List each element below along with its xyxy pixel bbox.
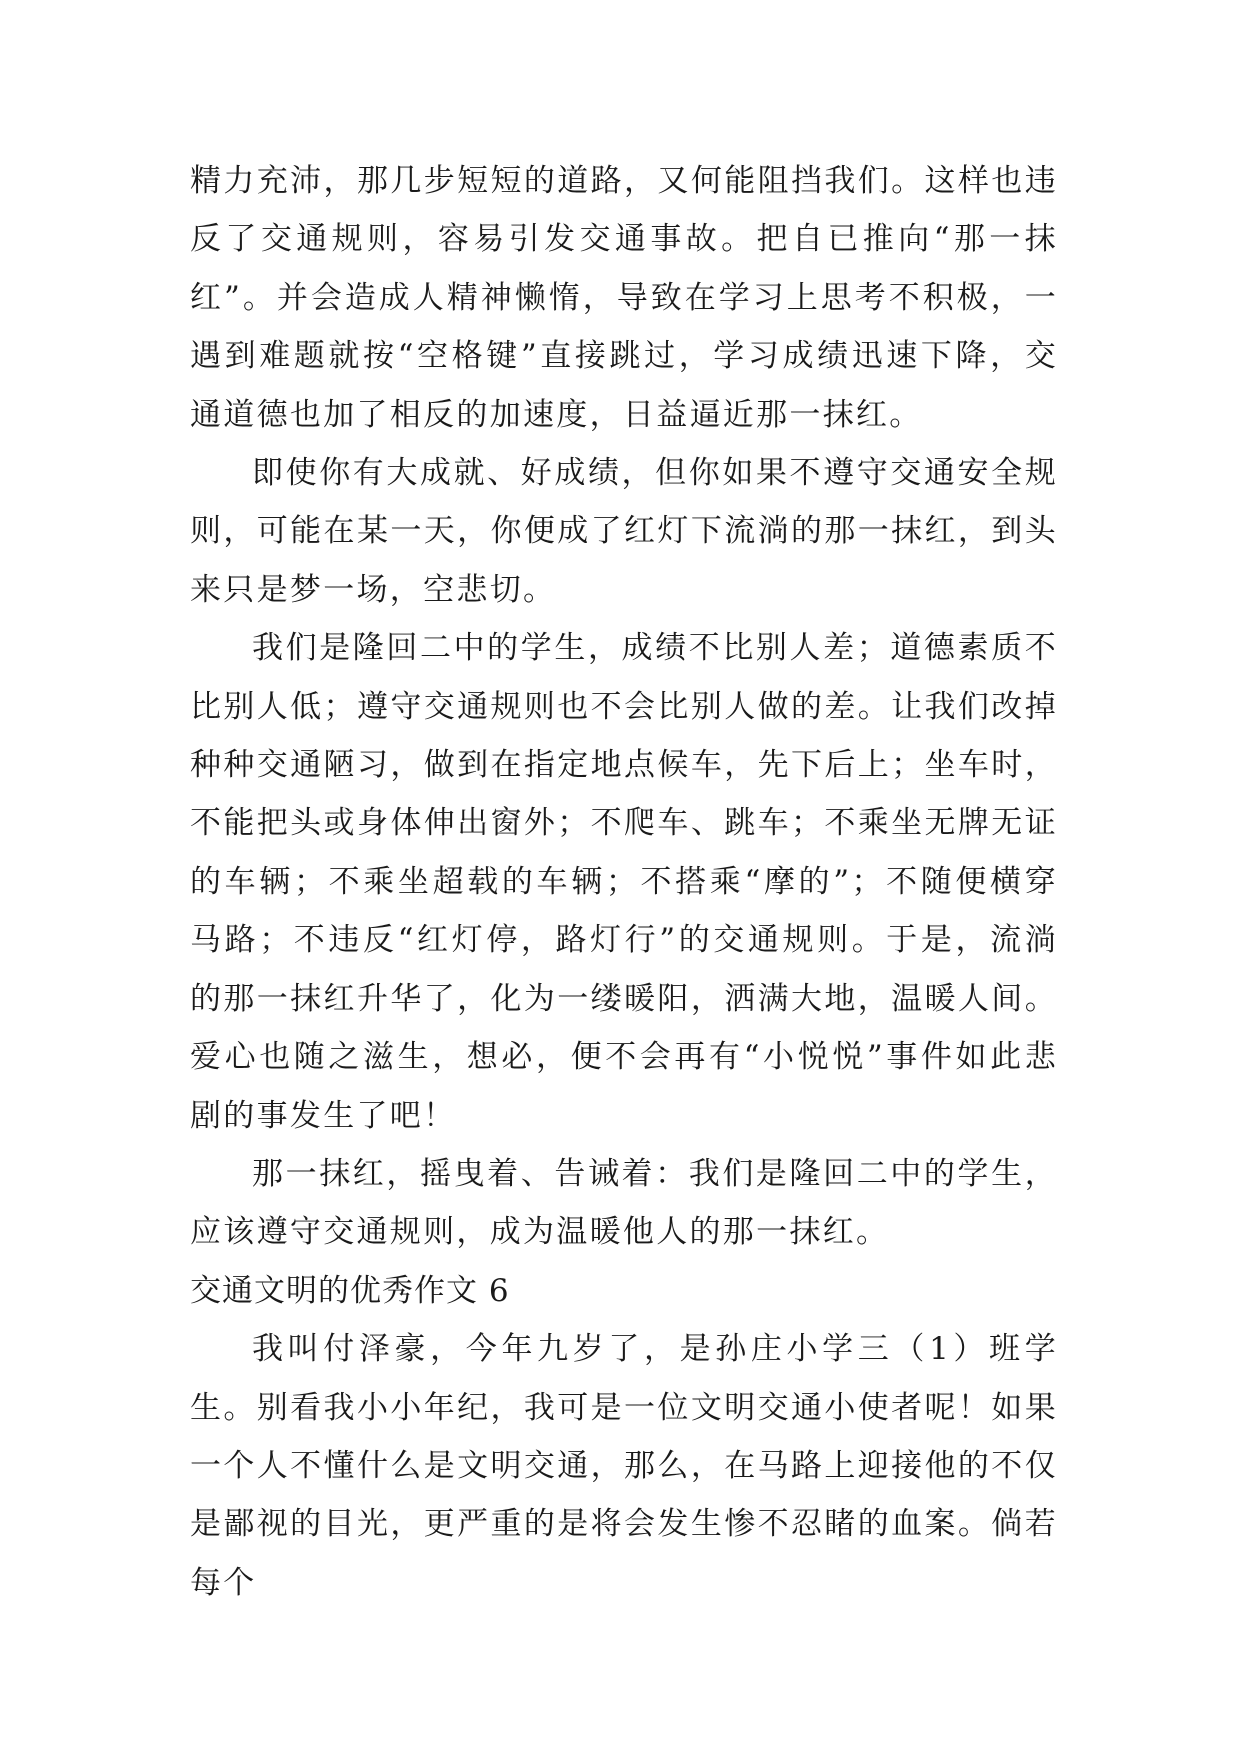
- section-heading: 交通文明的优秀作文 6: [190, 1272, 510, 1309]
- document-body: [190, 152, 1058, 1612]
- paragraph-continuation: 精力充沛，那几步短短的道路，又何能阻挡我们。这样也违反了交通规则，容易引发交通事故。把自已推向“那一抹红”。并会造成人精神懒惰，导致在学习上思考不积极，一遇到难题就按“空格键”直接跳过，学习成绩迅速下降，交通道德也加了相反的加速度，日益逼近那一抹红。: [190, 163, 1058, 433]
- paragraph: 那一抹红，摇曳着、告诫着：我们是隆回二中的学生，应该遵守交通规则，成为温暖他人的那一抹红。: [190, 1155, 1058, 1251]
- paragraph: 即使你有大成就、好成绩，但你如果不遵守交通安全规则，可能在某一天，你便成了红灯下流淌的那一抹红，到头来只是梦一场，空悲切。: [190, 455, 1058, 608]
- paragraph: 我叫付泽豪，今年九岁了，是孙庄小学三（1）班学生。别看我小小年纪，我可是一位文明交通小使者呢！如果一个人不懂什么是文明交通，那么，在马路上迎接他的不仅是鄙视的目光，更严重的是将会发生惨不忍睹的血案。倘若每个: [190, 1331, 1058, 1601]
- paragraph: 我们是隆回二中的学生，成绩不比别人差；道德素质不比别人低；遵守交通规则也不会比别人做的差。让我们改掉种种交通陋习，做到在指定地点候车，先下后上；坐车时，不能把头或身体伸出窗外；不爬车、跳车；不乘坐无牌无证的车辆；不乘坐超载的车辆；不搭乘“摩的”；不随便横穿马路；不违反“红灯停，路灯行”的交通规则。于是，流淌的那一抹红升华了，化为一缕暖阳，洒满大地，温暖人间。爱心也随之滋生，想必，便不会再有“小悦悦”事件如此悲剧的事发生了吧！: [190, 630, 1058, 1134]
